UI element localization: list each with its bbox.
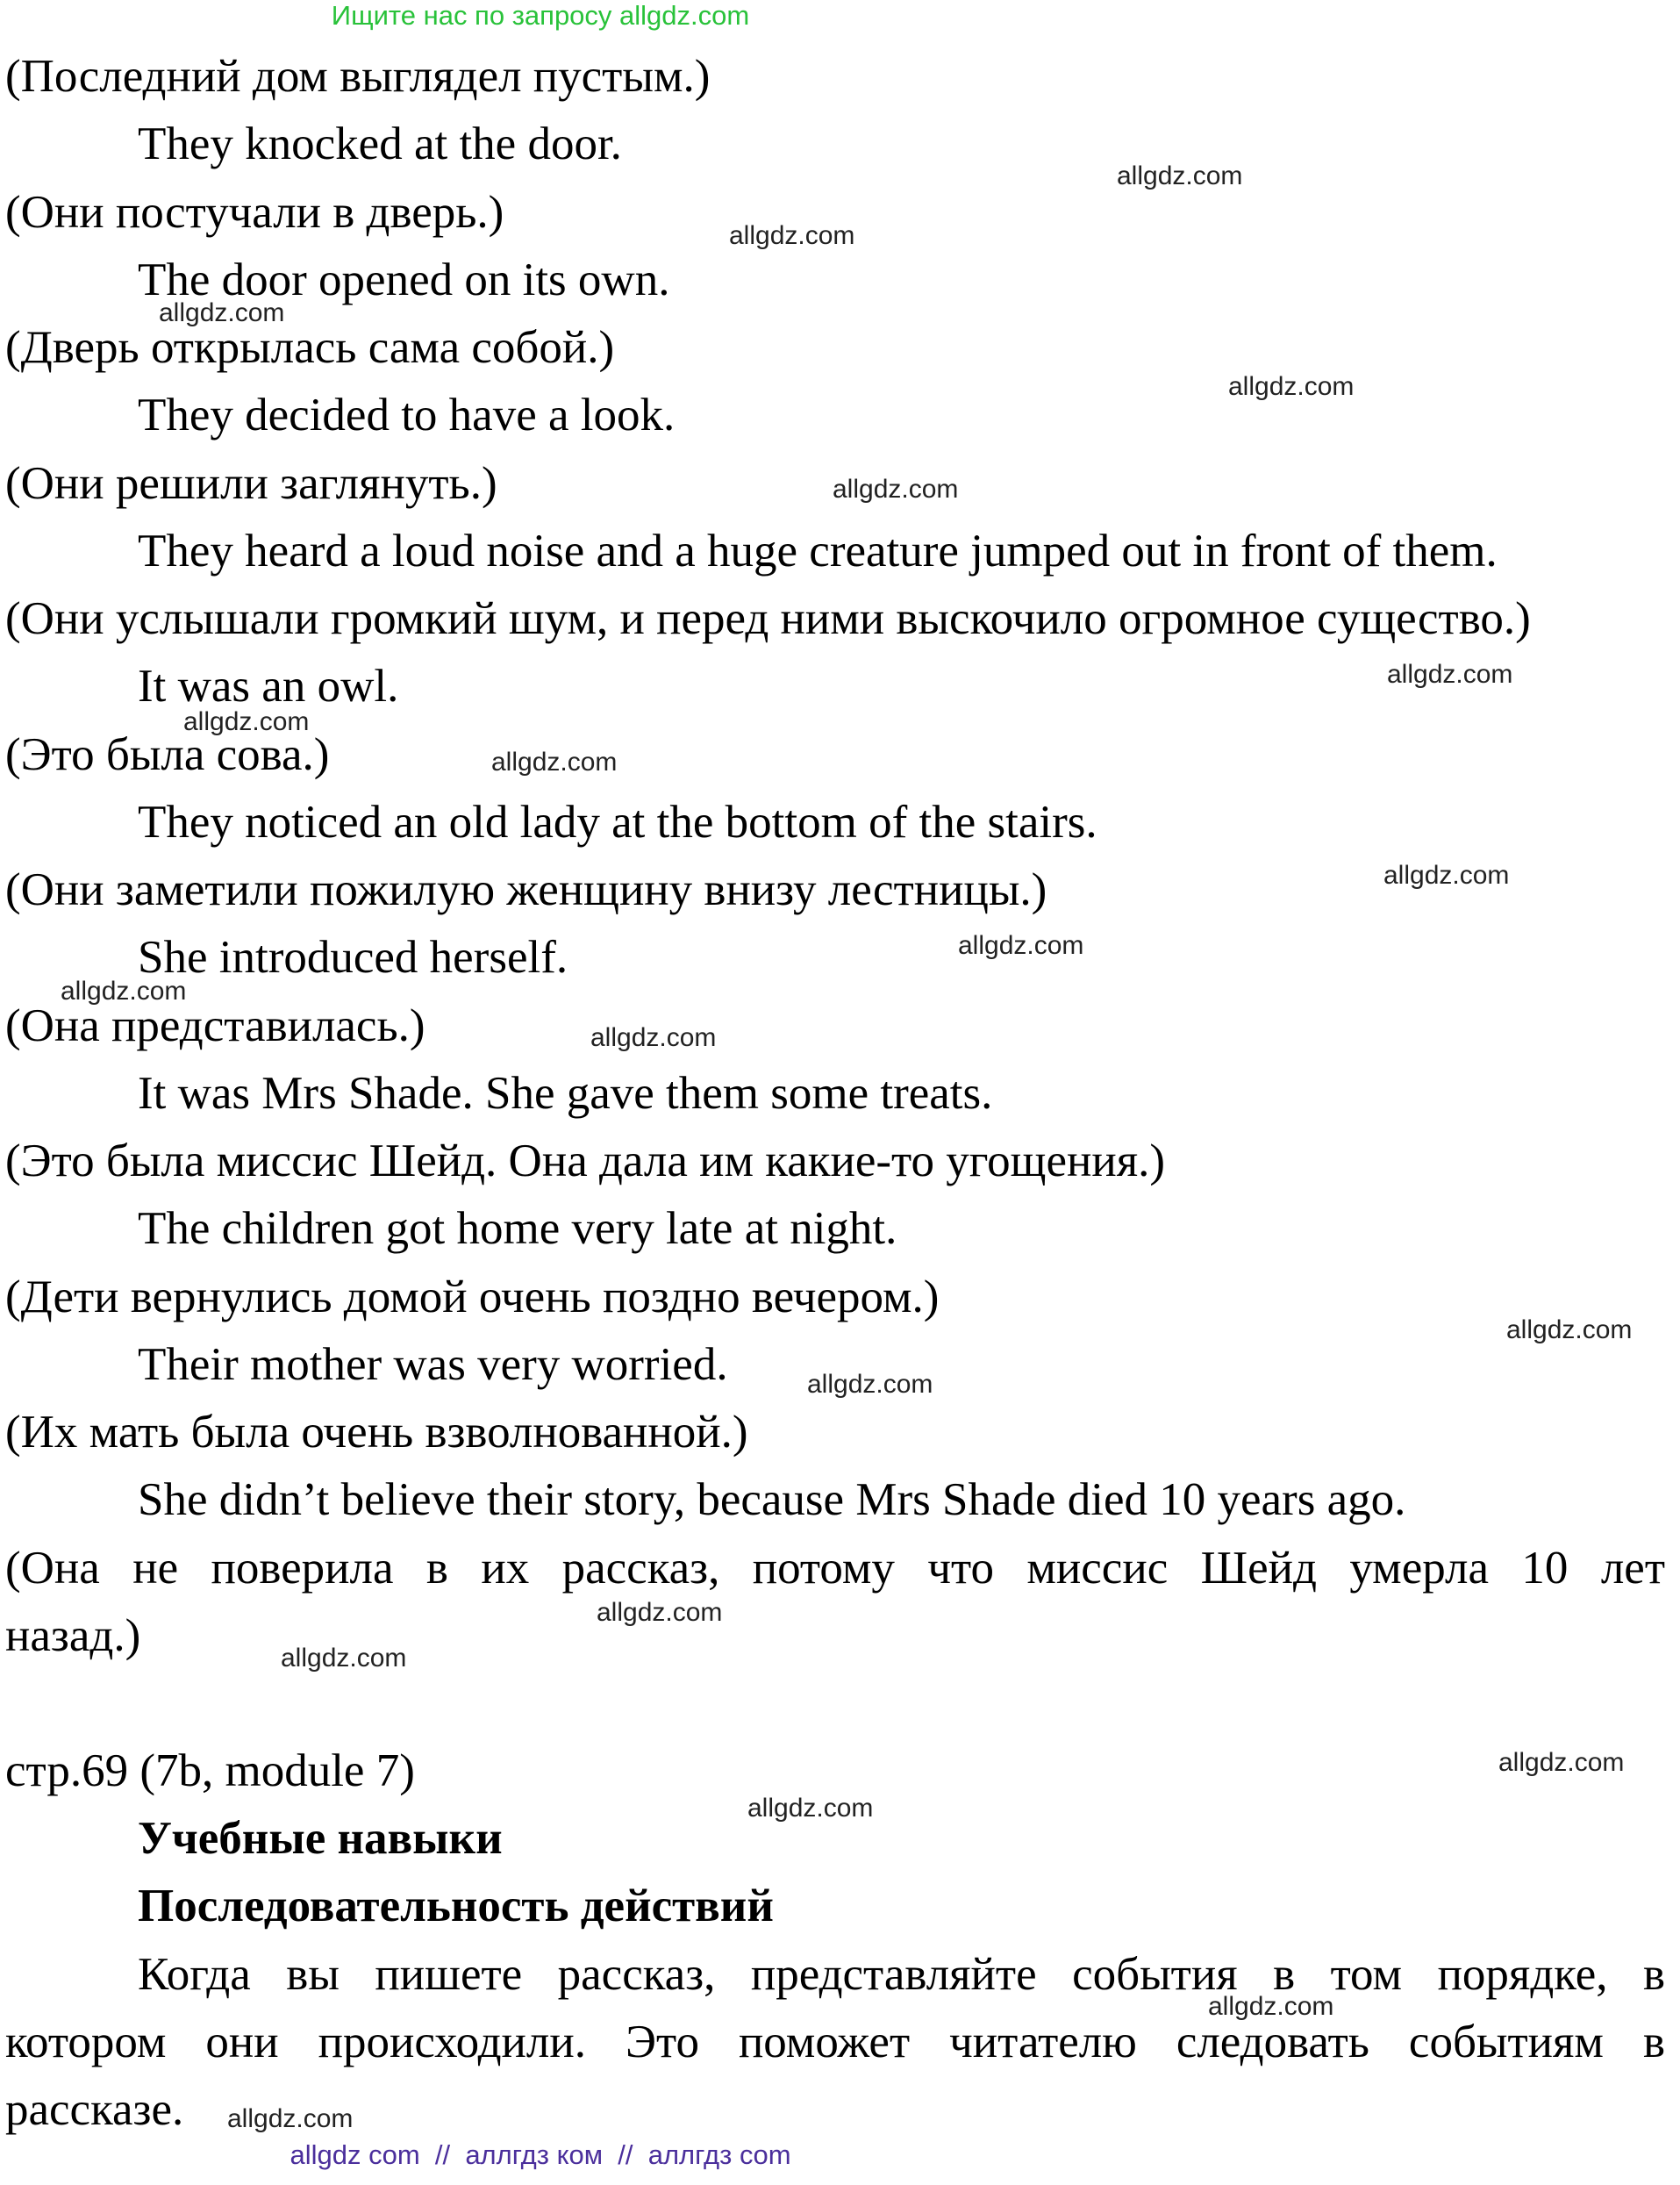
- watermark: allgdz.com: [281, 1644, 407, 1673]
- watermark: allgdz.com: [1228, 372, 1355, 401]
- text-line: It was an owl.: [138, 661, 399, 712]
- text-line: (Это была сова.): [5, 729, 330, 780]
- text-line: (Дверь открылась сама собой.): [5, 322, 615, 373]
- section-subheading: Последовательность действий: [138, 1881, 774, 1931]
- watermark: allgdz.com: [61, 977, 187, 1006]
- text-line: рассказе.: [5, 2084, 184, 2135]
- watermark: allgdz.com: [833, 475, 959, 504]
- text-line: (Их мать была очень взволнованной.): [5, 1407, 748, 1458]
- watermark: allgdz.com: [227, 2104, 354, 2133]
- text-line: котором они происходили. Это поможет читателю следовать событиям в: [5, 2017, 1665, 2067]
- text-line: They decided to have a look.: [138, 390, 676, 441]
- text-line: She didn’t believe their story, because Mrs Shade died 10 years ago.: [138, 1474, 1406, 1525]
- watermark: allgdz.com: [729, 221, 855, 250]
- watermark: allgdz.com: [747, 1794, 874, 1823]
- text-line: (Они услышали громкий шум, и перед ними выскочило огромное существо.): [5, 593, 1531, 644]
- text-line: They heard a loud noise and a huge creature jumped out in front of them.: [138, 526, 1498, 577]
- watermark: allgdz.com: [958, 931, 1084, 960]
- watermark: allgdz.com: [590, 1023, 717, 1052]
- watermark: allgdz.com: [1506, 1315, 1633, 1344]
- top-banner: Ищите нас по запросу allgdz.com: [331, 0, 750, 31]
- text-line: Когда вы пишете рассказ, представляйте события в том порядке, в: [138, 1949, 1665, 2000]
- text-line: (Последний дом выглядел пустым.): [5, 51, 711, 102]
- watermark: allgdz.com: [159, 298, 285, 327]
- watermark: allgdz.com: [807, 1370, 933, 1399]
- text-line: (Они постучали в дверь.): [5, 187, 504, 238]
- text-line: They knocked at the door.: [138, 118, 622, 169]
- watermark: allgdz.com: [1117, 161, 1243, 190]
- watermark: allgdz.com: [1383, 861, 1510, 890]
- page-reference: стр.69 (7b, module 7): [5, 1745, 415, 1796]
- watermark: allgdz.com: [491, 748, 618, 777]
- text-line: (Дети вернулись домой очень поздно вечером.): [5, 1272, 940, 1322]
- bottom-banner: allgdz com // аллгдз ком // аллгдз com: [290, 2139, 791, 2170]
- text-line: She introduced herself.: [138, 932, 568, 983]
- text-line: (Они решили заглянуть.): [5, 458, 497, 509]
- text-line: (Она представилась.): [5, 1000, 425, 1051]
- text-line: The door opened on its own.: [138, 254, 670, 305]
- watermark: allgdz.com: [1208, 1992, 1334, 2021]
- text-line: Their mother was very worried.: [138, 1339, 728, 1390]
- watermark: allgdz.com: [183, 707, 310, 736]
- section-heading: Учебные навыки: [138, 1813, 503, 1864]
- text-line: (Они заметили пожилую женщину внизу лестницы.): [5, 864, 1047, 915]
- watermark: allgdz.com: [597, 1598, 723, 1627]
- watermark: allgdz.com: [1498, 1748, 1625, 1777]
- text-line: It was Mrs Shade. She gave them some treats.: [138, 1068, 993, 1119]
- text-line: назад.): [5, 1610, 141, 1661]
- text-line: (Это была миссис Шейд. Она дала им какие-то угощения.): [5, 1135, 1166, 1186]
- text-line: They noticed an old lady at the bottom of the stairs.: [138, 797, 1097, 848]
- watermark: allgdz.com: [1387, 660, 1513, 689]
- text-line: The children got home very late at night.: [138, 1203, 897, 1254]
- text-line: (Она не поверила в их рассказ, потому что миссис Шейд умерла 10 лет: [5, 1543, 1665, 1594]
